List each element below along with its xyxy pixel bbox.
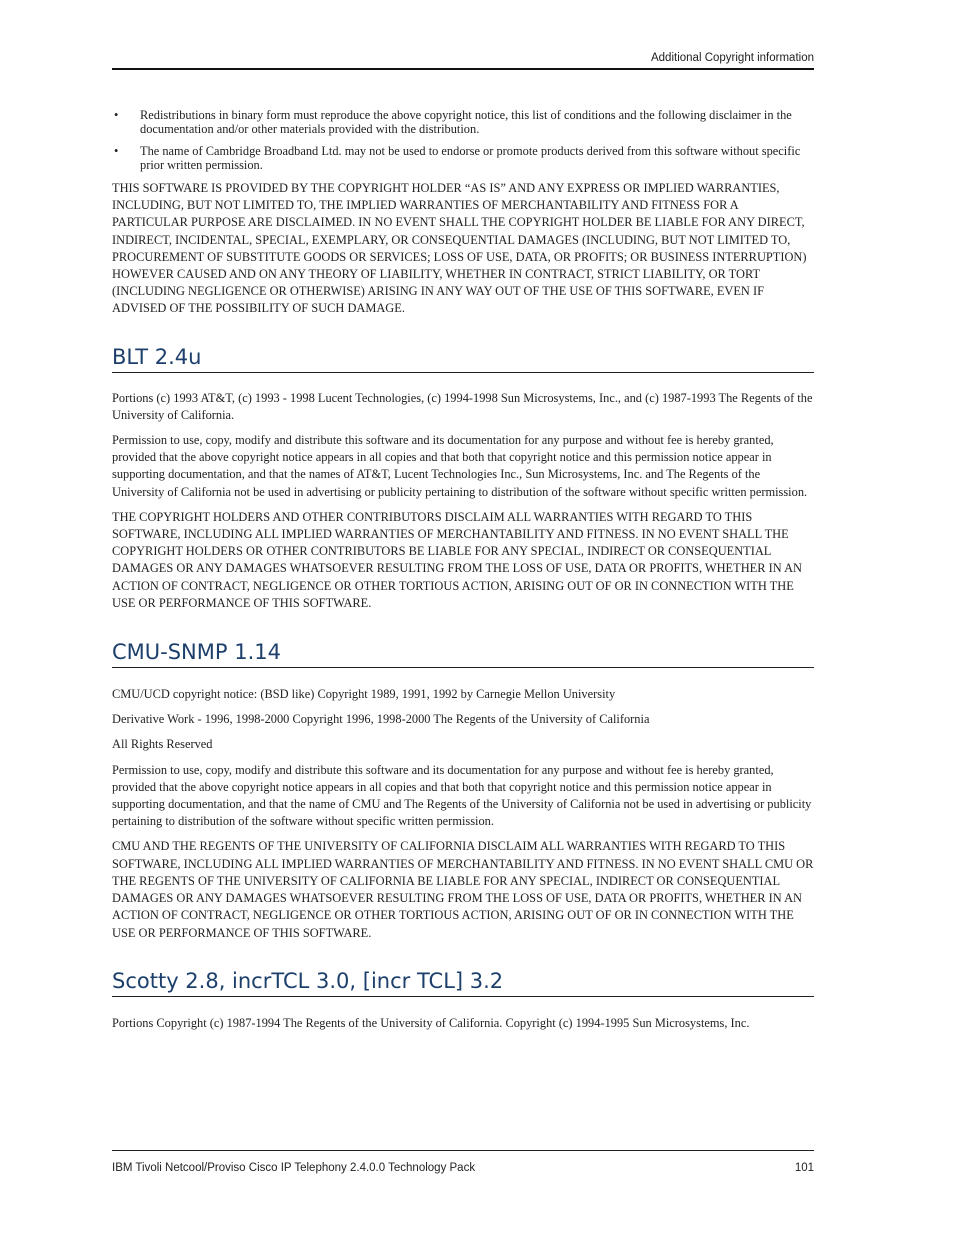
running-header: Additional Copyright information — [650, 52, 814, 64]
paragraph: Permission to use, copy, modify and distribute this software and its documentation for any purpose and without fee is hereby granted, provided that the above copyright notice appears in all copies and that both that copyright notice and this permission notice appear in supporting documentation, and that the name of CMU and The Regents of the University of California not be used in advertising or publicity pertaining to distribution of the software without specific written permission. — [112, 762, 812, 829]
section-heading-scotty: Scotty 2.8, incrTCL 3.0, [incr TCL] 3.2 — [112, 969, 814, 997]
intro-disclaimer: THIS SOFTWARE IS PROVIDED BY THE COPYRIGHT HOLDER “AS IS” AND ANY EXPRESS OR IMPLIED WARRANTIES, INCLUDING, BUT NOT LIMITED TO, THE IMPLIED WARRANTIES OF MERCHANTABILITY AND FITNESS FOR A PARTICULAR PURPOSE ARE DISCLAIMED. IN NO EVENT SHALL THE COPYRIGHT HOLDER BE LIABLE FOR ANY DIRECT, INDIRECT, INCIDENTAL, SPECIAL, EXEMPLARY, OR CONSEQUENTIAL DAMAGES (INCLUDING, BUT NOT LIMITED TO, PROCUREMENT OF SUBSTITUTE GOODS OR SERVICES; LOSS OF USE, DATA, OR PROFITS; OR BUSINESS INTERRUPTION) HOWEVER CAUSED AND ON ANY THEORY OF LIABILITY, WHETHER IN CONTRACT, STRICT LIABILITY, OR TORT (INCLUDING NEGLIGENCE OR OTHERWISE) ARISING IN ANY WAY OUT OF THE USE OF THIS SOFTWARE, EVEN IF ADVISED OF THE POSSIBILITY OF SUCH DAMAGE. — [112, 181, 807, 316]
bullet-text: The name of Cambridge Broadband Ltd. may not be used to endorse or promote products derived from this software without specific prior written permission. — [140, 144, 801, 172]
section-heading-blt: BLT 2.4u — [112, 345, 814, 373]
header-rule — [112, 68, 814, 70]
paragraph: Derivative Work - 1996, 1998-2000 Copyright 1996, 1998-2000 The Regents of the University of California — [112, 712, 650, 727]
paragraph: Portions (c) 1993 AT&T, (c) 1993 - 1998 Lucent Technologies, (c) 1994-1998 Sun Microsystems, Inc., and (c) 1987-1993 The Regents of the University of California. — [112, 390, 813, 422]
page-content — [112, 108, 814, 1040]
page-footer — [112, 1162, 814, 1174]
footer-product-title: IBM Tivoli Netcool/Proviso Cisco IP Telephony 2.4.0.0 Technology Pack — [112, 1162, 476, 1174]
bullet-icon: • — [114, 108, 119, 122]
section-heading-cmu-snmp: CMU-SNMP 1.14 — [112, 640, 814, 668]
paragraph: CMU/UCD copyright notice: (BSD like) Copyright 1989, 1991, 1992 by Carnegie Mellon University — [112, 687, 616, 702]
paragraph: CMU AND THE REGENTS OF THE UNIVERSITY OF CALIFORNIA DISCLAIM ALL WARRANTIES WITH REGARD TO THIS SOFTWARE, INCLUDING ALL IMPLIED WARRANTIES OF MERCHANTABILITY AND FITNESS. IN NO EVENT SHALL CMU OR THE REGENTS OF THE UNIVERSITY OF CALIFORNIA BE LIABLE FOR ANY SPECIAL, INDIRECT OR CONSEQUENTIAL DAMAGES OR ANY DAMAGES WHATSOEVER RESULTING FROM THE LOSS OF USE, DATA OR PROFITS, WHETHER IN AN ACTION OF CONTRACT, NEGLIGENCE OR OTHER TORTIOUS ACTION, ARISING OUT OF OR IN CONNECTION WITH THE USE OR PERFORMANCE OF THIS SOFTWARE. — [112, 839, 814, 940]
paragraph: Permission to use, copy, modify and distribute this software and its documentation for any purpose and without fee is hereby granted, provided that the above copyright notice appears in all copies and that both that copyright notice and this permission notice appear in supporting documentation, and that the names of AT&T, Lucent Technologies Inc., Sun Microsystems, Inc. and The Regents of the University of California not be used in advertising or publicity pertaining to distribution of the software without specific written permission. — [112, 433, 808, 499]
bullet-list — [112, 108, 814, 172]
bullet-text: Redistributions in binary form must reproduce the above copyright notice, this list of conditions and the following disclaimer in the documentation and/or other materials provided with the distribution. — [140, 108, 792, 136]
page-number: 101 — [794, 1162, 814, 1174]
paragraph: THE COPYRIGHT HOLDERS AND OTHER CONTRIBUTORS DISCLAIM ALL WARRANTIES WITH REGARD TO THIS SOFTWARE, INCLUDING ALL IMPLIED WARRANTIES OF MERCHANTABILITY AND FITNESS. IN NO EVENT SHALL THE COPYRIGHT HOLDERS OR OTHER CONTRIBUTORS BE LIABLE FOR ANY SPECIAL, INDIRECT OR CONSEQUENTIAL DAMAGES OR ANY DAMAGES WHATSOEVER RESULTING FROM THE LOSS OF USE, DATA OR PROFITS, WHETHER IN AN ACTION OF CONTRACT, NEGLIGENCE OR OTHER TORTIOUS ACTION, ARISING OUT OF OR IN CONNECTION WITH THE USE OR PERFORMANCE OF THIS SOFTWARE. — [112, 509, 802, 610]
list-item — [112, 108, 814, 136]
footer-rule — [112, 1150, 814, 1151]
paragraph: All Rights Reserved — [112, 737, 213, 752]
bullet-icon: • — [114, 144, 119, 158]
paragraph: Portions Copyright (c) 1987-1994 The Regents of the University of California. Copyright (c) 1994-1995 Sun Microsystems, Inc. — [112, 1015, 750, 1030]
list-item — [112, 144, 814, 172]
